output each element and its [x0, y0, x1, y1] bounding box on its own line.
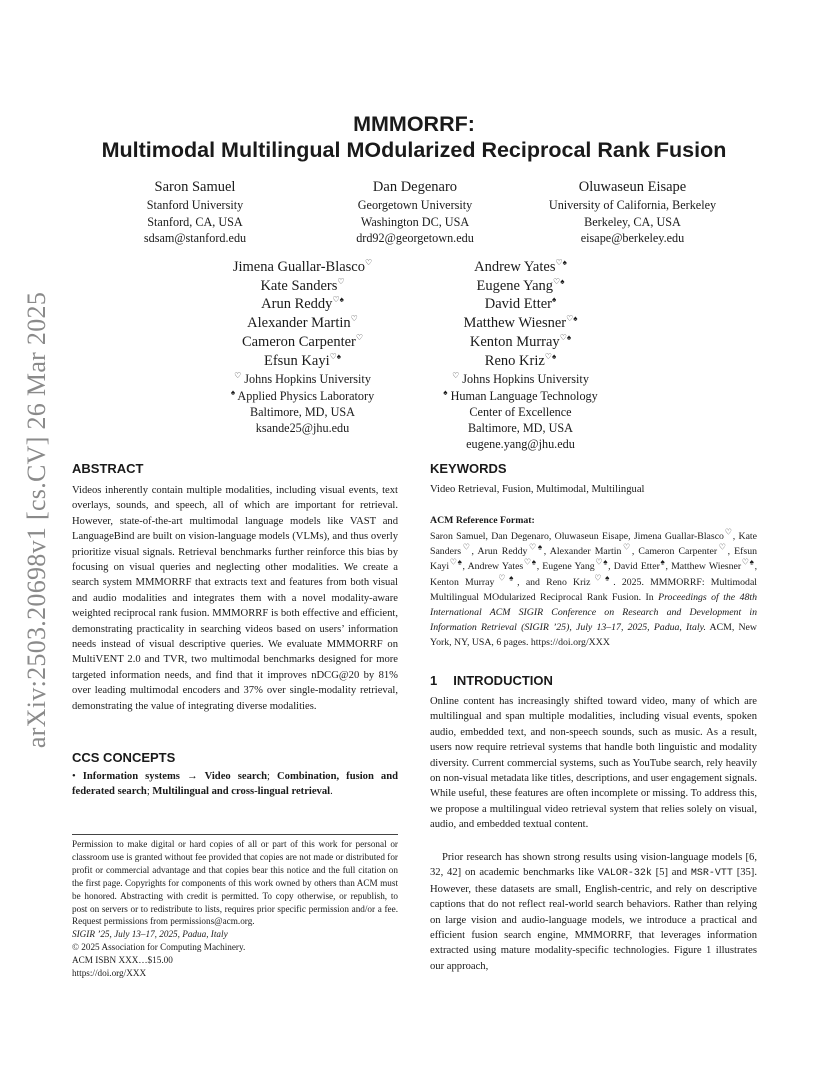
affiliation-line: Center of Excellence	[469, 404, 572, 419]
footnote	[72, 838, 398, 980]
author-email: eugene.yang@jhu.edu	[466, 437, 575, 452]
keywords-heading: KEYWORDS	[430, 461, 507, 476]
affiliation-marks: ♡♠	[332, 295, 344, 305]
author-name: Efsun Kayi♡♠	[263, 351, 342, 369]
affiliation-marks: ♡♠	[566, 314, 578, 324]
author-group-right	[418, 258, 623, 453]
isbn-line: ACM ISBN XXX…$15.00	[72, 955, 173, 966]
author-name: Reno Kriz♡♠	[484, 351, 557, 369]
conference-line: SIGIR ’25, July 13–17, 2025, Padua, Italy	[72, 929, 228, 940]
reference-format-text: Saron Samuel, Dan Degenaro, Oluwaseun Eisape, Jimena Guallar-Blasco♡, Kate Sanders♡, Arun Reddy♡♠, Alexander Martin♡, Cameron Carpenter♡, Efsun Kayi♡♠, Andrew Yates♡♠, Eugene Yang♡♠, David Etter♠, Matthew Wiesner♡♠, Kenton Murray♡♠, and Reno Kriz♡♠. 2025. MMMORRF: Multimodal Multilingual MOdularized Reciprocal Rank Fusion. In Proceedings of the 48th International ACM SIGIR Conference on Research and Development in Information Retrieval (SIGIR ’25), July 13–17, 2025, Padua, Italy. ACM, New York, NY, USA, 6 pages. https://doi.org/XXX	[430, 527, 758, 649]
author-name: Matthew Wiesner♡♠	[463, 314, 578, 332]
copyright-line: © 2025 Association for Computing Machinery.	[72, 942, 246, 953]
arxiv-stamp	[22, 275, 52, 765]
author-name: Cameron Carpenter♡	[241, 332, 364, 350]
introduction-heading: 1 INTRODUCTION	[430, 673, 553, 688]
author-name: Eugene Yang♡♠	[476, 276, 565, 294]
affiliation-line: ♡ Johns Hopkins University	[452, 371, 589, 387]
affiliation-marks: ♡	[365, 258, 373, 268]
author-block-2	[315, 178, 515, 247]
ccs-heading: CCS CONCEPTS	[72, 750, 176, 765]
affiliation-marks: ♡♠	[559, 332, 572, 342]
paper-title-line-1: MMMORRF:	[353, 112, 475, 136]
affiliation-line: Baltimore, MD, USA	[250, 404, 355, 419]
affiliation-line: ♡ Johns Hopkins University	[234, 371, 371, 387]
affiliation-marks: ♡♠	[555, 258, 567, 268]
author-email: sdsam@stanford.edu	[143, 231, 247, 245]
affiliation-marks: ♡	[355, 332, 364, 342]
affiliation-line: ♠ Applied Physics Laboratory	[230, 387, 375, 403]
author-name: Alexander Martin♡	[247, 314, 358, 332]
author-block-1	[95, 178, 295, 247]
reference-format-heading: ACM Reference Format:	[430, 515, 535, 526]
author-affiliation: University of California, Berkeley	[548, 198, 717, 212]
author-name: David Etter♠	[484, 295, 557, 313]
affiliation-marks: ♡♠	[544, 351, 557, 361]
introduction-paragraph-1: Online content has increasingly shifted toward video, many of which are multilingual and span multiple modalities, including visual events, spoken audio, embedded text, and non-speech sounds, such as music. As a result, users now require retrieval systems that handle both linguistic and modality diversity. Current commercial systems, such as YouTube search, rely heavily on non-visual metadata like titles, descriptions, and user engagement signals. While useful, these features are often incomplete or missing. To address this, we propose a multilingual video retrieval system that relies solely on visual, audio, and embedded textual content.	[430, 696, 757, 831]
ccs-concepts: • Information systems → Video search; Combination, fusion and federated search; Multilingual and cross-lingual retrieval.	[72, 771, 398, 798]
permission-notice: Permission to make digital or hard copies of all or part of this work for personal or classroom use is granted without fee provided that copies are not made or distributed for profit or commercial advantage and that copies bear this notice and the full citation on the first page. Copyrights for components of this work owned by others than ACM must be honored. Abstracting with credit is permitted. To copy otherwise, or republish, to post on servers or to redistribute to lists, requires prior specific permission and/or a fee. Request permissions from permissions@acm.org.	[72, 839, 398, 927]
author-location: Washington DC, USA	[360, 214, 470, 229]
author-name: Jimena Guallar-Blasco♡	[232, 258, 373, 275]
paper-title-line-2: Multimodal Multilingual MOdularized Reciprocal Rank Fusion	[101, 138, 727, 162]
author-name: Saron Samuel	[154, 179, 236, 195]
abstract-text: Videos inherently contain multiple modalities, including visual events, text overlays, sounds, and speech, all of which are important for retrieval. However, state-of-the-art multimodal language models like VAST and LanguageBind are built on vision-language models (VLMs), and thus overly prioritize visual signals. Retrieval benchmarks further reinforce this bias by focusing on visual queries and neglecting other modalities. We create a search system MMMORRF that extracts text and features from both visual and audio modalities and integrates them with a novel modality-aware weighted reciprocal rank fusion. MMMORRF is both effective and efficient, demonstrating practicality in searching videos based on users’ information needs instead of visual descriptive queries. We evaluate MMMORRF on MultiVENT 2.0 and TVR, two multimodal benchmarks designed for more targeted information needs, and find that it improves nDCG@20 by 81% over leading multimodal encoders and 37% over single-modality retrieval, demonstrating the value of integrating diverse modalities.	[72, 485, 398, 712]
author-email: eisape@berkeley.edu	[580, 231, 685, 245]
affiliation-marks: ♡	[337, 276, 345, 286]
keywords-text: Video Retrieval, Fusion, Multimodal, Multilingual	[430, 484, 645, 495]
arxiv-id: arXiv:2503.20698v1 [cs.CV] 26 Mar 2025	[22, 291, 51, 749]
author-name: Oluwaseun Eisape	[578, 179, 687, 195]
author-affiliation: Georgetown University	[357, 198, 473, 212]
affiliation-line: Baltimore, MD, USA	[468, 421, 573, 436]
author-location: Berkeley, CA, USA	[584, 214, 681, 229]
introduction-paragraph-2: Prior research has shown strong results using vision-language models [6, 32, 42] on academic benchmarks like VALOR-32k [5] and MSR-VTT [35]. However, these datasets are small, English-centric, and rely on descriptive captions that do not reflect real-world search behaviors. Rather than relying on large vision and audio-language models, we introduce a practical and efficient fusion search engine, MMMORRF, that leverages information extracted using mature modality-specific technologies. Figure 1 illustrates our approach,	[430, 852, 757, 972]
author-affiliation: Stanford University	[146, 198, 244, 212]
author-name: Dan Degenaro	[372, 179, 458, 195]
footnote-rule	[72, 834, 398, 835]
author-location: Stanford, CA, USA	[147, 214, 243, 229]
author-email: drd92@georgetown.edu	[356, 231, 474, 245]
affiliation-marks: ♡	[350, 314, 358, 324]
author-group-left	[200, 258, 405, 436]
affiliation-marks: ♠	[552, 295, 557, 305]
affiliation-marks: ♡♠	[329, 351, 342, 361]
author-name: Kate Sanders♡	[260, 276, 345, 294]
author-name: Kenton Murray♡♠	[469, 332, 572, 350]
author-name: Arun Reddy♡♠	[261, 295, 344, 313]
author-name: Andrew Yates♡♠	[474, 258, 567, 275]
affiliation-marks: ♡♠	[553, 276, 565, 286]
author-block-3	[520, 178, 745, 247]
abstract-heading: ABSTRACT	[72, 461, 144, 476]
affiliation-line: ♠ Human Language Technology	[443, 387, 598, 403]
author-email: ksande25@jhu.edu	[255, 421, 350, 436]
doi-line: https://doi.org/XXX	[72, 968, 147, 979]
